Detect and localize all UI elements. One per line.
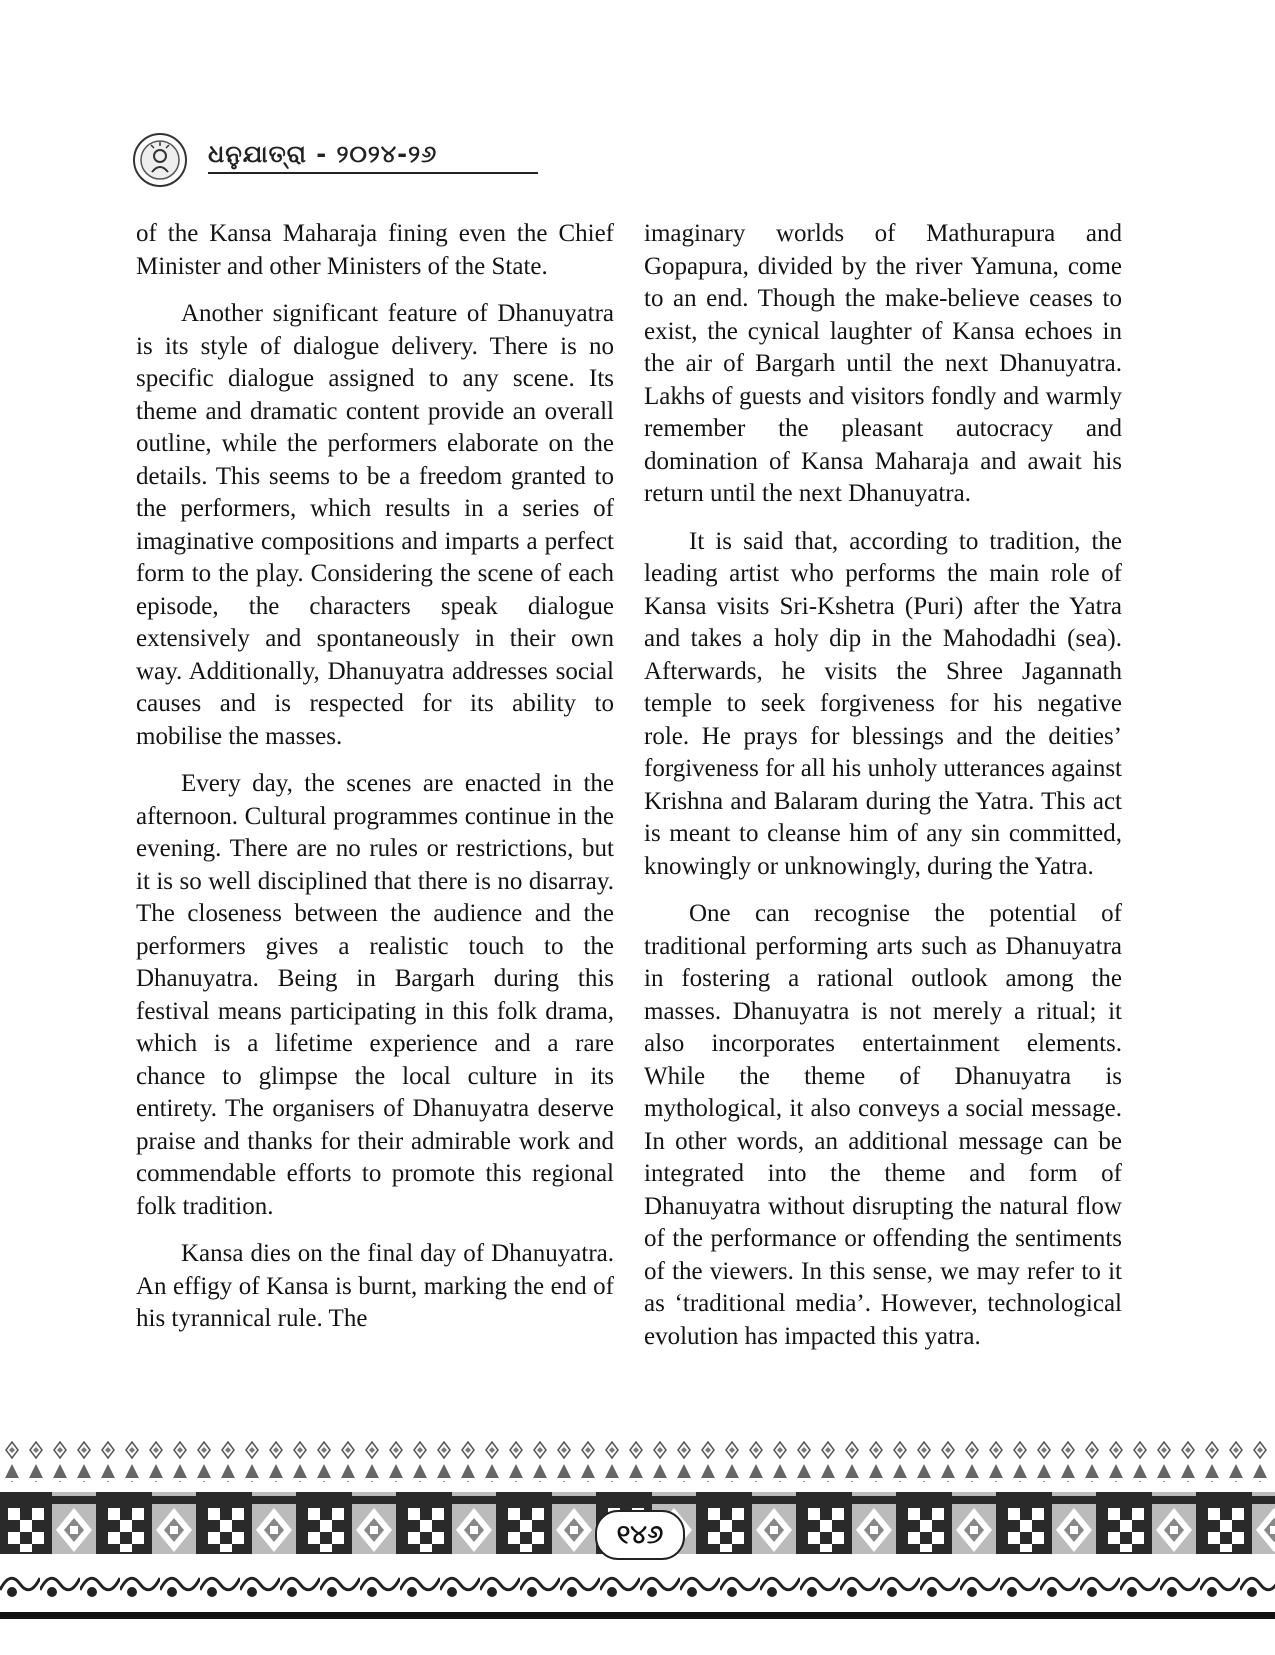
emblem-seal-icon (132, 132, 188, 188)
paragraph: Every day, the scenes are enacted in the afternoon. Cultural programmes continue in the evening. There are no rules or restrictions, but it is so well disciplined that there is no disarray. The closeness between the audience and the performers gives a realistic touch to the Dhanuyatra. Being in Bargarh during this festival means participating in this folk drama, which is a lifetime experience and a rare chance to glimpse the local culture in its entirety. The organisers of Dhanuyatra deserve praise and thanks for their admirable work and commendable efforts to promote this regional folk tradition. (136, 770, 614, 1220)
decorative-footer-border (0, 1440, 1275, 1650)
left-column (136, 218, 614, 1351)
right-column (644, 218, 1122, 1368)
paragraph: One can recognise the potential of traditional performing arts such as Dhanuyatra in fostering a rational outlook among the masses. Dhanuyatra is not merely a ritual; it also incorporates entertainment elements. While the theme of Dhanuyatra is mythological, it also conveys a social message. In other words, an additional message can be integrated into the theme and form of Dhanuyatra without disrupting the natural flow of the performance or offending the sentiments of the viewers. In this sense, we may refer to it as ‘traditional media’. However, technological evolution has impacted this yatra. (644, 900, 1122, 1350)
paragraph: Another significant feature of Dhanuyatra is its style of dialogue delivery. There is no specific dialogue assigned to any scene. Its theme and dramatic content provide an overall outline, while the performers elaborate on the details. This seems to be a freedom granted to the performers, which results in a series of imaginative compositions and imparts a perfect form to the play. Considering the scene of each episode, the characters speak dialogue extensively and spontaneously in their own way. Additionally, Dhanuyatra addresses social causes and is respected for its ability to mobilise the masses. (136, 300, 614, 750)
paragraph: imaginary worlds of Mathurapura and Gopapura, divided by the river Yamuna, come to an end. Though the make-believe ceases to exist, the cynical laughter of Kansa echoes in the air of Bargarh until the next Dhanuyatra. Lakhs of guests and visitors fondly and warmly remember the pleasant autocracy and domination of Kansa Maharaja and await his return until the next Dhanuyatra. (644, 220, 1122, 507)
article-body (136, 218, 1141, 1428)
paragraph: It is said that, according to tradition, the leading artist who performs the main role of Kansa visits Sri-Kshetra (Puri) after the Yatra and takes a holy dip in the Mahodadhi (sea). Afterwards, he visits the Shree Jagannath temple to seek forgiveness for his negative role. He prays for blessings and the deities’ forgiveness for all his unholy utterances against Krishna and Balaram during the Yatra. This act is meant to cleanse him of any sin committed, knowingly or unknowingly, during the Yatra. (644, 527, 1122, 880)
journal-title: ଧନୁଯାତ୍ରା - ୨୦୨୪-୨୬ (208, 140, 438, 168)
page-number: ୧୪୬ (616, 1519, 664, 1550)
header-underline (208, 172, 538, 174)
page-number-badge (595, 1510, 685, 1560)
paragraph: Kansa dies on the final day of Dhanuyatra. An effigy of Kansa is burnt, marking the end of his tyrannical rule. The (136, 1240, 614, 1332)
paragraph: of the Kansa Maharaja fining even the Chief Minister and other Ministers of the State. (136, 220, 614, 280)
